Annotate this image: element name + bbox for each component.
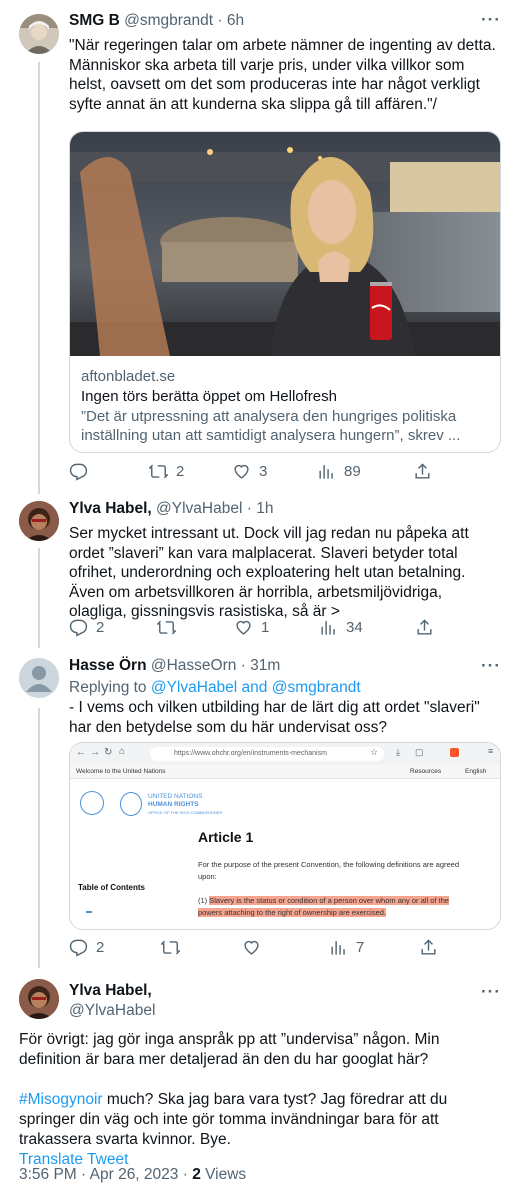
tweet-time[interactable]: · 31m [240, 657, 281, 674]
like-count: 1 [261, 619, 270, 636]
item-prefix: (1) [198, 896, 208, 905]
home-icon: ⌂ [119, 746, 126, 757]
display-name[interactable]: SMG B [69, 12, 120, 29]
tweet-metadata [19, 1166, 246, 1184]
display-name[interactable]: Hasse Örn [69, 657, 147, 674]
retweet-icon [149, 462, 168, 481]
like-count: 3 [259, 463, 268, 480]
article-item [198, 895, 473, 919]
reply-count: 2 [96, 619, 105, 636]
attached-image[interactable] [69, 742, 501, 930]
replying-to-link[interactable]: @YlvaHabel and @smgbrandt [150, 679, 361, 696]
analytics-icon [319, 618, 338, 637]
translate-tweet-link[interactable]: Translate Tweet [19, 1151, 129, 1168]
shield-icon: ▢ [415, 747, 424, 757]
reply-button[interactable] [69, 618, 104, 637]
card-image [70, 132, 501, 356]
display-name[interactable]: Ylva Habel, [69, 982, 152, 999]
hashtag-link[interactable]: #Misogynoir [19, 1091, 103, 1108]
tweet-paragraph-2 [19, 1090, 497, 1150]
heart-icon [242, 938, 261, 957]
ohchr-line2: HUMAN RIGHTS [148, 801, 199, 808]
tweet-text: - I vems och vilken utbilding har de lärt dig att ordet "slaveri" har den betydelse som du här undervisat oss? [69, 699, 480, 736]
un-topbar [70, 765, 500, 779]
share-button[interactable] [413, 462, 432, 481]
card-title: Ingen törs berätta öppet om Hellofresh [81, 388, 337, 405]
article-heading: Article 1 [198, 829, 254, 845]
avatar[interactable] [19, 501, 59, 541]
retweet-icon [157, 618, 176, 637]
resources-menu: Resources [410, 768, 442, 775]
default-avatar-icon[interactable] [19, 658, 59, 698]
toc-heading: Table of Contents [78, 883, 145, 892]
item-highlight: Slavery is the status or condition of a person over whom any or all of the powers attaching to the right of ownership are exercised. [198, 896, 449, 917]
share-button[interactable] [419, 938, 438, 957]
un-welcome: Welcome to the United Nations [76, 768, 166, 775]
replying-prefix: Replying to [69, 679, 147, 696]
tweet-text: "När regeringen talar om arbete nämner de ingenting av detta. Människor ska arbeta till varje pris, under vilka villkor som helst, oavsett om det som produceras inte har något verkligt syfte annat än att kunderna ska slippa gå till affären."/ [69, 37, 496, 113]
views-count: 7 [356, 939, 365, 956]
retweet-count: 2 [176, 463, 185, 480]
views-count: 89 [344, 463, 361, 480]
menu-icon: ≡ [488, 746, 494, 756]
display-name[interactable]: Ylva Habel, [69, 500, 152, 517]
bookmark-icon: ☆ [370, 747, 379, 757]
reload-icon: ↻ [104, 747, 113, 758]
user-handle[interactable]: @smgbrandt [124, 12, 214, 29]
thread-line [38, 62, 40, 494]
user-handle[interactable]: @HasseOrn [150, 657, 237, 674]
ohchr-line3: OFFICE OF THE HIGH COMMISSIONER [148, 810, 223, 815]
tweet-timestamp[interactable]: 3:56 PM · Apr 26, 2023 · [19, 1166, 193, 1183]
url-text: https://www.ohchr.org/en/instruments-mechanism [174, 750, 327, 757]
forward-icon: → [90, 747, 100, 758]
card-description: ”Det är utpressning att analysera den hungriges politiska inställning utan att samtidigt analysera hungern”, skrev ... [81, 408, 461, 444]
un-logo-icon [80, 791, 104, 815]
user-handle[interactable]: @YlvaHabel [69, 1002, 156, 1019]
heart-icon [234, 618, 253, 637]
heart-icon [232, 462, 251, 481]
thread-line [38, 708, 40, 968]
toc-item [86, 911, 92, 913]
more-options-icon[interactable]: ··· [481, 10, 501, 29]
thread-line [38, 548, 40, 648]
tweet-text [19, 1030, 497, 1170]
views-button[interactable] [317, 462, 361, 481]
analytics-icon [329, 938, 348, 957]
back-icon: ← [76, 747, 86, 758]
more-options-icon[interactable]: ··· [481, 656, 501, 675]
share-button[interactable] [415, 618, 434, 637]
like-button[interactable] [242, 938, 269, 957]
link-card[interactable] [69, 131, 501, 453]
reply-icon [69, 462, 88, 481]
language-menu: English [465, 768, 487, 775]
tweet-paragraph-1: För övrigt: jag gör inga anspråk pp att ”undervisa” någon. Min definition är bara mer detaljerad än den du har googlat här? [19, 1031, 440, 1068]
views-button[interactable] [319, 618, 363, 637]
card-domain: aftonbladet.se [81, 368, 176, 385]
reply-icon [69, 938, 88, 957]
user-handle[interactable]: @YlvaHabel [156, 500, 243, 517]
browser-toolbar [70, 743, 500, 766]
retweet-icon [161, 938, 180, 957]
article-intro: For the purpose of the present Convention, the following definitions are agreed upon: [198, 860, 459, 881]
tweet-text: Ser mycket intressant ut. Dock vill jag redan nu påpeka att ordet ”slaveri” kan vara malplacerat. Slaveri betyder total ofrihet, underordning och exploatering helt utan betalning. Även om arbetsvillkoren är horribla, arbetsmiljövidriga, olagliga, gissningsvis rasistiska, så är > [69, 525, 469, 620]
views-button[interactable] [329, 938, 364, 957]
avatar[interactable] [19, 979, 59, 1019]
tweet-paragraph-2-text: much? Ska jag bara vara tyst? Jag föredrar att du springer din väg och inte gör tomma invändningar bara för att trakassera svarta kvinnor. Bye. [19, 1091, 448, 1148]
views-count: 34 [346, 619, 363, 636]
like-button[interactable] [232, 462, 267, 481]
share-icon [413, 462, 432, 481]
reply-count: 2 [96, 939, 105, 956]
tweet-time[interactable]: · 6h [217, 12, 245, 29]
views-count: 2 [192, 1166, 201, 1183]
reply-icon [69, 618, 88, 637]
ohchr-line1: UNITED NATIONS [148, 793, 203, 800]
like-button[interactable] [234, 618, 269, 637]
more-options-icon[interactable]: ··· [481, 982, 501, 1001]
ohchr-logo-icon [120, 792, 142, 816]
views-label: Views [200, 1166, 247, 1183]
analytics-icon [317, 462, 336, 481]
retweet-button[interactable] [149, 462, 184, 481]
retweet-button[interactable] [161, 938, 188, 957]
tweet-time[interactable]: · 1h [246, 500, 274, 517]
share-icon [419, 938, 438, 957]
reply-button[interactable] [69, 938, 104, 957]
avatar[interactable] [19, 14, 59, 54]
reply-button[interactable] [69, 462, 96, 481]
brave-icon [450, 748, 459, 757]
share-icon [415, 618, 434, 637]
retweet-button[interactable] [157, 618, 184, 637]
address-bar [150, 747, 384, 761]
download-icon: ⤓ [396, 747, 400, 757]
